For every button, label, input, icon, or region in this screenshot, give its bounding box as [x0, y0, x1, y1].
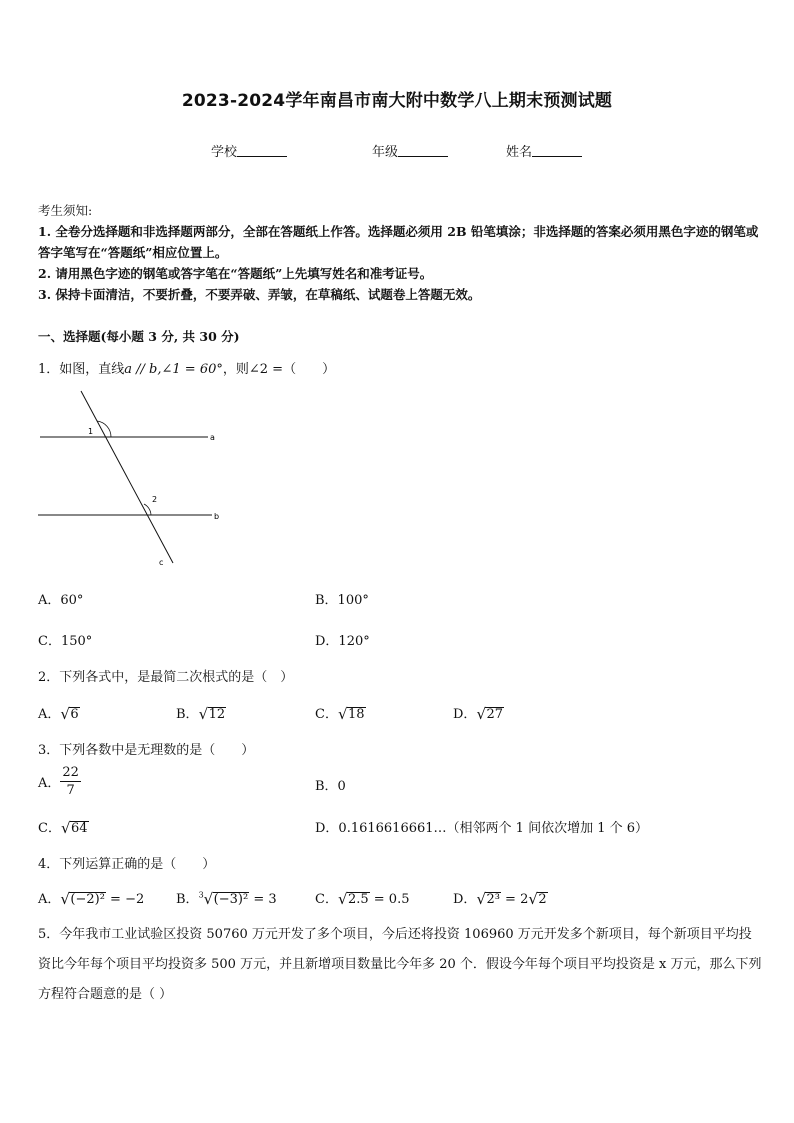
- q1-option-a[interactable]: A．60°: [38, 593, 84, 608]
- q4-option-c[interactable]: [315, 888, 409, 907]
- sqrt-symbol: √ 2: [528, 890, 547, 908]
- q4-c-result: = 0.5: [369, 892, 410, 907]
- grade-label: 年级: [372, 145, 399, 160]
- q1-stem-suffix: ，则∠2 =（ ）: [222, 362, 336, 377]
- q1-option-d[interactable]: D．120°: [315, 634, 370, 649]
- notice-heading: 考生须知:: [38, 203, 93, 218]
- sqrt-symbol: √ 6: [60, 705, 79, 723]
- q4-d-radicand-2: 2: [538, 892, 547, 907]
- q2-option-a[interactable]: [38, 703, 80, 722]
- q2-option-d[interactable]: [453, 703, 504, 722]
- q3-a-denominator: 7: [66, 783, 75, 798]
- grade-field: [372, 141, 448, 160]
- q2-stem: 2．下列各式中，是最简二次根式的是（ ）: [38, 670, 294, 685]
- q4-b-label: B．: [176, 892, 199, 907]
- grade-blank[interactable]: [398, 144, 448, 157]
- q4-b-index: 3: [198, 890, 204, 900]
- line-c: [81, 391, 173, 563]
- sqrt-symbol: √ (−3)²: [203, 890, 249, 908]
- q4-stem: 4．下列运算正确的是（ ）: [38, 857, 216, 872]
- q4-d-middle: = 2: [500, 892, 529, 907]
- q2-a-label: A．: [38, 707, 61, 722]
- sqrt-symbol: √ 2.5: [337, 890, 369, 908]
- q3-a-label: A．: [38, 776, 61, 791]
- q1-figure: [30, 385, 230, 570]
- q3-c-radicand: 64: [70, 821, 88, 836]
- q2-option-c[interactable]: [315, 703, 366, 722]
- q1-stem-prefix: 1．如图，直线: [38, 362, 125, 377]
- name-field: [506, 141, 582, 160]
- q5-text: 5．今年我市工业试验区投资 50760 万元开发了多个项目，今后还将投资 106960 万元开发多个新项目，每个新项目平均投资比今年每个项目平均投资多 500 万元，并且新增项目数量比今年多 20 个．假设今年每个项目平均投资是 x 万元，那么下列方程符合题意的是（ ）: [38, 927, 762, 1002]
- q4-d-radicand: 2³: [486, 892, 500, 907]
- fig-label-a: a: [210, 433, 215, 442]
- q2-option-b[interactable]: [176, 703, 226, 722]
- angle-2-arc: [144, 504, 151, 515]
- q2-c-radicand: 18: [347, 707, 365, 722]
- fig-label-b: b: [214, 512, 220, 521]
- q3-option-d[interactable]: D．0.1616616661…（相邻两个 1 间依次增加 1 个 6）: [315, 821, 649, 836]
- q3-option-c[interactable]: [38, 817, 89, 836]
- q1-stem-math: a // b,∠1 = 60°: [124, 362, 223, 377]
- q3-stem: 3．下列各数中是无理数的是（ ）: [38, 743, 255, 758]
- sqrt-symbol: √ 2³: [476, 890, 500, 908]
- q4-a-result: = −2: [105, 892, 145, 907]
- q4-option-a[interactable]: [38, 888, 144, 907]
- q4-b-radicand: (−3)²: [213, 892, 249, 907]
- q4-d-label: D．: [453, 892, 477, 907]
- q2-c-label: C．: [315, 707, 338, 722]
- q3-a-fraction: [60, 764, 81, 799]
- q4-c-label: C．: [315, 892, 338, 907]
- q2-b-radicand: 12: [208, 707, 226, 722]
- q3-a-numerator: 22: [62, 765, 79, 780]
- school-blank[interactable]: [237, 144, 287, 157]
- notice-block: [38, 200, 762, 305]
- q2-d-radicand: 27: [486, 707, 503, 722]
- sqrt-symbol: √ 12: [198, 705, 226, 723]
- q1-stem: [38, 358, 335, 377]
- q2-a-radicand: 6: [70, 707, 79, 722]
- q3-option-a[interactable]: [38, 764, 81, 799]
- q4-a-label: A．: [38, 892, 61, 907]
- sqrt-symbol: √ 18: [337, 705, 365, 723]
- name-blank[interactable]: [532, 144, 582, 157]
- q4-b-result: = 3: [249, 892, 277, 907]
- fig-label-2: 2: [152, 495, 158, 504]
- name-label: 姓名: [506, 145, 533, 160]
- q1-option-b[interactable]: B．100°: [315, 593, 369, 608]
- q4-option-b[interactable]: [176, 888, 277, 907]
- sqrt-symbol: √ 27: [476, 705, 503, 723]
- sqrt-symbol: √ 64: [60, 819, 88, 837]
- q3-option-b[interactable]: B．0: [315, 779, 346, 794]
- school-field: [211, 141, 287, 160]
- q4-c-radicand: 2.5: [347, 892, 369, 907]
- section-title: 一、选择题(每小题 3 分, 共 30 分): [38, 329, 240, 344]
- q4-a-radicand: (−2)²: [70, 892, 105, 907]
- school-label: 学校: [211, 145, 238, 160]
- notice-item-3: 3. 保持卡面清洁，不要折叠，不要弄破、弄皱，在草稿纸、试题卷上答题无效。: [38, 287, 481, 302]
- q4-option-d[interactable]: [453, 888, 548, 907]
- notice-item-2: 2. 请用黑色字迹的钢笔或答字笔在“答题纸”上先填写姓名和准考证号。: [38, 266, 433, 281]
- fig-label-1: 1: [88, 427, 94, 436]
- q2-d-label: D．: [453, 707, 477, 722]
- notice-item-1: 1. 全卷分选择题和非选择题两部分，全部在答题纸上作答。选择题必须用 2B 铅笔填涂；非选择题的答案必须用黑色字迹的钢笔或答字笔写在“答题纸”相应位置上。: [38, 224, 759, 260]
- q1-option-c[interactable]: C．150°: [38, 634, 93, 649]
- fig-label-c: c: [159, 558, 164, 567]
- sqrt-symbol: √ (−2)²: [60, 890, 105, 908]
- q2-b-label: B．: [176, 707, 199, 722]
- q3-c-label: C．: [38, 821, 61, 836]
- page-title: 2023-2024学年南昌市南大附中数学八上期末预测试题: [181, 91, 613, 111]
